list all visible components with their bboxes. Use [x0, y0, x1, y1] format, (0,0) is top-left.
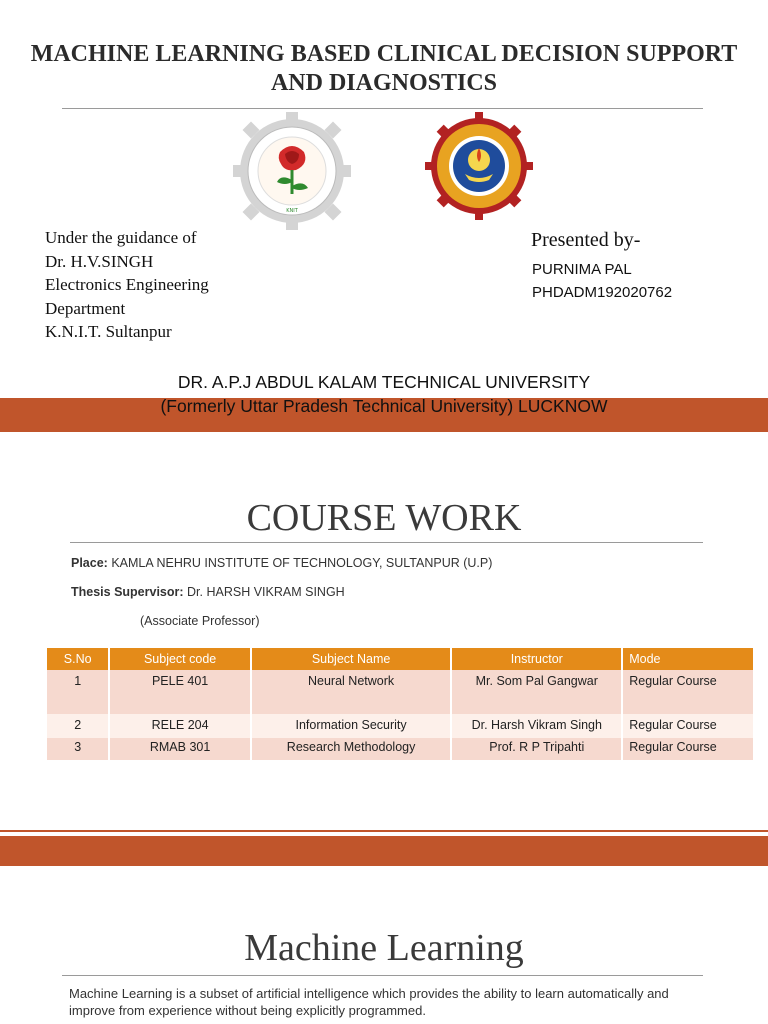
cell-sno: 2	[47, 714, 108, 738]
cell-subject-code: RELE 204	[110, 714, 249, 738]
guide-name: Dr. H.V.SINGH	[45, 251, 154, 271]
course-work-title: COURSE WORK	[246, 497, 522, 539]
ml-divider	[62, 975, 703, 976]
cell-subject-name: Neural Network	[252, 670, 450, 714]
cell-mode: Regular Course	[623, 738, 753, 760]
table-header-row	[47, 648, 753, 670]
presented-by-label: Presented by-	[531, 229, 641, 251]
guidance-block	[45, 226, 209, 344]
cell-subject-code: RMAB 301	[110, 738, 249, 760]
guide-institute: K.N.I.T. Sultanpur	[45, 322, 172, 341]
place-label: Place:	[71, 556, 108, 570]
cell-sno: 1	[47, 670, 108, 714]
place-line	[71, 556, 492, 570]
svg-text:KNIT: KNIT	[286, 208, 298, 214]
accent-band-2-top	[0, 830, 768, 832]
place-value: KAMLA NEHRU INSTITUTE OF TECHNOLOGY, SULTANPUR (U.P)	[111, 556, 493, 570]
supervisor-role: (Associate Professor)	[140, 614, 260, 628]
university-name	[0, 370, 768, 418]
guide-department-cont: Department	[45, 298, 126, 318]
presenter-block	[532, 258, 672, 304]
title-divider	[62, 108, 703, 109]
header-subject-code: Subject code	[110, 648, 249, 670]
table-row	[47, 670, 753, 714]
cell-instructor: Prof. R P Tripahti	[452, 738, 621, 760]
university-line-2: (Formerly Uttar Pradesh Technical University) LUCKNOW	[160, 396, 608, 416]
presenter-name: PURNIMA PAL	[532, 261, 632, 278]
accent-band-2	[0, 836, 768, 866]
aktu-seal-logo-icon	[425, 112, 533, 220]
header-instructor: Instructor	[452, 648, 621, 670]
supervisor-line	[71, 585, 345, 599]
knit-gear-logo-icon	[233, 112, 351, 230]
table-row	[47, 738, 753, 760]
university-line-1: DR. A.P.J ABDUL KALAM TECHNICAL UNIVERSITY	[177, 372, 591, 392]
machine-learning-title: Machine Learning	[244, 927, 524, 969]
slide-title: MACHINE LEARNING BASED CLINICAL DECISION SUPPORT AND DIAGNOSTICS	[30, 41, 738, 96]
cell-subject-code: PELE 401	[110, 670, 249, 714]
header-mode: Mode	[623, 648, 753, 670]
cell-sno: 3	[47, 738, 108, 760]
cell-mode: Regular Course	[623, 670, 753, 714]
cell-mode: Regular Course	[623, 714, 753, 738]
header-subject-name: Subject Name	[252, 648, 450, 670]
course-table	[45, 648, 755, 760]
cell-subject-name: Research Methodology	[252, 738, 450, 760]
header-sno: S.No	[47, 648, 108, 670]
course-work-divider	[70, 542, 703, 543]
ml-description: Machine Learning is a subset of artificial intelligence which provides the ability to learn automatically and improve from experience without being explicitly programmed.	[69, 986, 669, 1018]
supervisor-label: Thesis Supervisor:	[71, 585, 184, 599]
cell-subject-name: Information Security	[252, 714, 450, 738]
cell-instructor: Dr. Harsh Vikram Singh	[452, 714, 621, 738]
guidance-heading: Under the guidance of	[45, 228, 197, 247]
cell-instructor: Mr. Som Pal Gangwar	[452, 670, 621, 714]
presenter-id: PHDADM192020762	[532, 284, 673, 301]
supervisor-value: Dr. HARSH VIKRAM SINGH	[187, 585, 345, 599]
guide-department: Electronics Engineering	[45, 275, 209, 294]
table-row	[47, 714, 753, 738]
